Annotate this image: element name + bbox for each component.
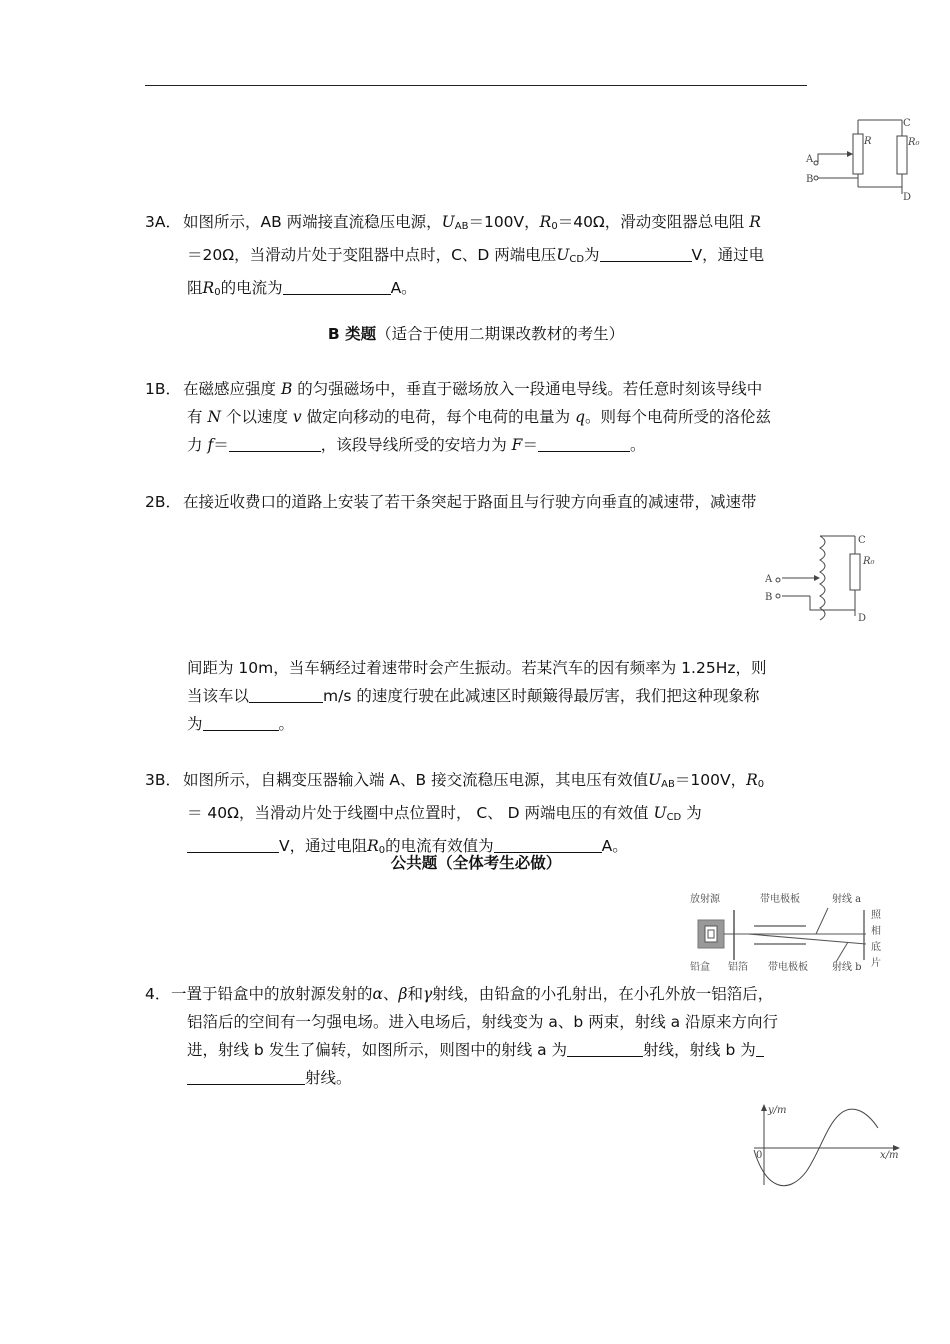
fig2-label-R0: R₀ [863,556,875,567]
text: 铝箔后的空间有一匀强电场。进入电场后，射线变为 a、b 两束，射线 a 沿原来方向行 [187,1013,779,1031]
fig1-label-R0: R₀ [908,137,920,148]
fig2-label-C: C [858,535,866,546]
figure-radiation-deflection [688,888,888,978]
text: 的电流为 [220,279,283,297]
symbol-r: R [749,213,761,231]
symbol-alpha: α [372,985,383,1003]
symbol-n: N [207,408,222,426]
text: 和 [407,985,423,1003]
symbol-ucd: U [556,246,570,264]
text: 的匀强磁场中，垂直于磁场放入一段通电导线。若任意时刻该导线中 [297,380,763,398]
section-b-subtitle: （适合于使用二期课改教材的考生） [376,325,625,343]
question-number: 4． [145,985,171,1003]
section-common-title: 公共题（全体考生必做） [390,854,562,872]
symbol-f: f [207,436,214,454]
question-number: 3A． [145,213,181,231]
fig4-label-x: x/m [880,1150,899,1161]
text: ＝100V， [468,213,540,231]
fig4-label-origin: 0 [756,1150,763,1161]
fig3-label-film-4: 片 [871,958,881,969]
answer-blank[interactable] [283,278,391,295]
answer-blank[interactable] [249,686,323,703]
text: 力 [187,436,203,454]
fig3-label-foil: 铝箔 [728,962,748,973]
fig3-label-plate-top: 带电极板 [760,894,800,905]
section-b-heading [145,322,807,344]
text: V，通过电阻 [279,837,368,855]
text: 间距为 10m，当车辆经过着速带时会产生振动。若某汽车的因有频率为 1.25Hz，则 [187,659,767,677]
question-number: 2B． [145,493,181,511]
answer-blank[interactable] [187,1068,305,1085]
text: 射线，由铅盒的小孔射出，在小孔外放一铝箔后， [432,985,774,1003]
question-4 [145,980,807,1092]
text: 。 [278,715,295,733]
answer-blank[interactable] [229,435,321,452]
figure-rheostat-circuit [800,112,930,207]
answer-blank[interactable] [756,1040,764,1057]
figure-wave-graph [748,1100,908,1190]
header-rule [145,85,807,86]
fig3-label-film-2: 相 [871,926,881,937]
text: 当该车以 [187,687,250,705]
text: 射线，射线 b 为 [643,1041,756,1059]
symbol-r0: R [746,771,758,789]
question-number: 3B． [145,771,181,789]
text: 一置于铅盒中的放射源发射的 [171,985,373,1003]
figure-autotransformer-circuit [760,530,890,625]
answer-blank[interactable] [567,1040,643,1057]
text: ＝100V， [674,771,747,789]
text: 如图所示，自耦变压器输入端 A、B 接交流稳压电源，其电压有效值 [183,771,649,789]
section-common-heading [145,851,807,873]
text: ＝ [522,436,538,454]
fig4-label-y: y/m [768,1105,787,1116]
subscript: CD [666,812,682,823]
answer-blank[interactable] [203,714,279,731]
symbol-u: U [648,771,662,789]
subscript: 0 [378,845,386,856]
question-1b [145,375,807,459]
symbol-r0: R [202,279,215,297]
text: 个以速度 [225,408,288,426]
text: ＝ 40Ω，当滑动片处于线圈中点位置时， C、 D 两端电压的有效值 [187,804,649,822]
fig1-label-B: B [806,174,814,185]
fig2-label-A: A [765,574,773,585]
symbol-r0: R [539,213,552,231]
fig3-label-plate-bottom: 带电极板 [768,962,808,973]
text: ＝40Ω，滑动变阻器总电阻 [557,213,745,231]
symbol-big-f: F [511,436,523,454]
text: ＝ [213,436,229,454]
text: V，通过电 [691,246,765,264]
fig1-label-D: D [903,192,912,203]
symbol-beta: β [398,985,408,1003]
text: 如图所示，AB 两端接直流稳压电源， [183,213,442,231]
text: 阻 [187,279,203,297]
fig3-label-ray-b: 射线 b [832,962,862,973]
fig2-label-D: D [858,613,867,624]
text: 为 [686,804,702,822]
symbol-gamma: γ [422,985,433,1003]
symbol-v: v [292,408,302,426]
text: ，该段导线所受的安培力为 [320,436,507,454]
fig3-label-film-1: 照 [871,910,881,921]
subscript: CD [569,254,585,265]
subscript: 0 [214,287,221,298]
text: 射线。 [305,1069,352,1087]
answer-blank[interactable] [600,245,692,262]
subscript: 0 [757,779,765,790]
text: 为 [584,246,600,264]
text: 在磁感应强度 [183,380,277,398]
text: 。则每个电荷所受的洛伦兹 [585,408,772,426]
subscript: AB [661,779,675,790]
fig3-label-film-3: 底 [871,942,881,953]
text: 做定向移动的电荷，每个电荷的电量为 [306,408,571,426]
symbol-ucd: U [653,804,667,822]
fig1-label-R: R [864,136,872,147]
fig1-label-C: C [903,118,911,129]
text: m/s 的速度行驶在此减速区时颠簸得最厉害，我们把这种现象称 [323,687,760,705]
symbol-u: U [441,213,455,231]
text: ＝20Ω，当滑动片处于变阻器中点时，C、D 两端电压 [187,246,557,264]
text: 。 [629,436,646,454]
question-2b-continued [145,654,807,738]
text: A。 [601,837,628,855]
text: A。 [390,279,417,297]
text: 的电流有效值为 [385,837,494,855]
fig3-label-ray-a: 射线 a [832,894,862,905]
question-2b [145,488,807,516]
symbol-r0: R [367,837,379,855]
symbol-q: q [575,408,585,426]
subscript: AB [454,221,469,232]
question-number: 1B． [145,380,181,398]
text: 有 [187,408,203,426]
text: 在接近收费口的道路上安装了若干条突起于路面且与行驶方向垂直的减速带，减速带 [183,493,757,511]
fig3-label-lead-box: 铅盒 [690,962,710,973]
symbol-b: B [280,380,293,398]
fig2-label-B: B [765,592,773,603]
section-b-title: B 类题 [327,325,377,343]
subscript: 0 [551,221,558,232]
question-3a [145,208,807,307]
fig3-label-source: 放射源 [690,894,720,905]
fig1-label-A: A [806,154,814,165]
text: 、 [382,985,399,1003]
answer-blank[interactable] [538,435,630,452]
text: 为 [187,715,203,733]
text: 进，射线 b 发生了偏转，如图所示，则图中的射线 a 为 [187,1041,568,1059]
